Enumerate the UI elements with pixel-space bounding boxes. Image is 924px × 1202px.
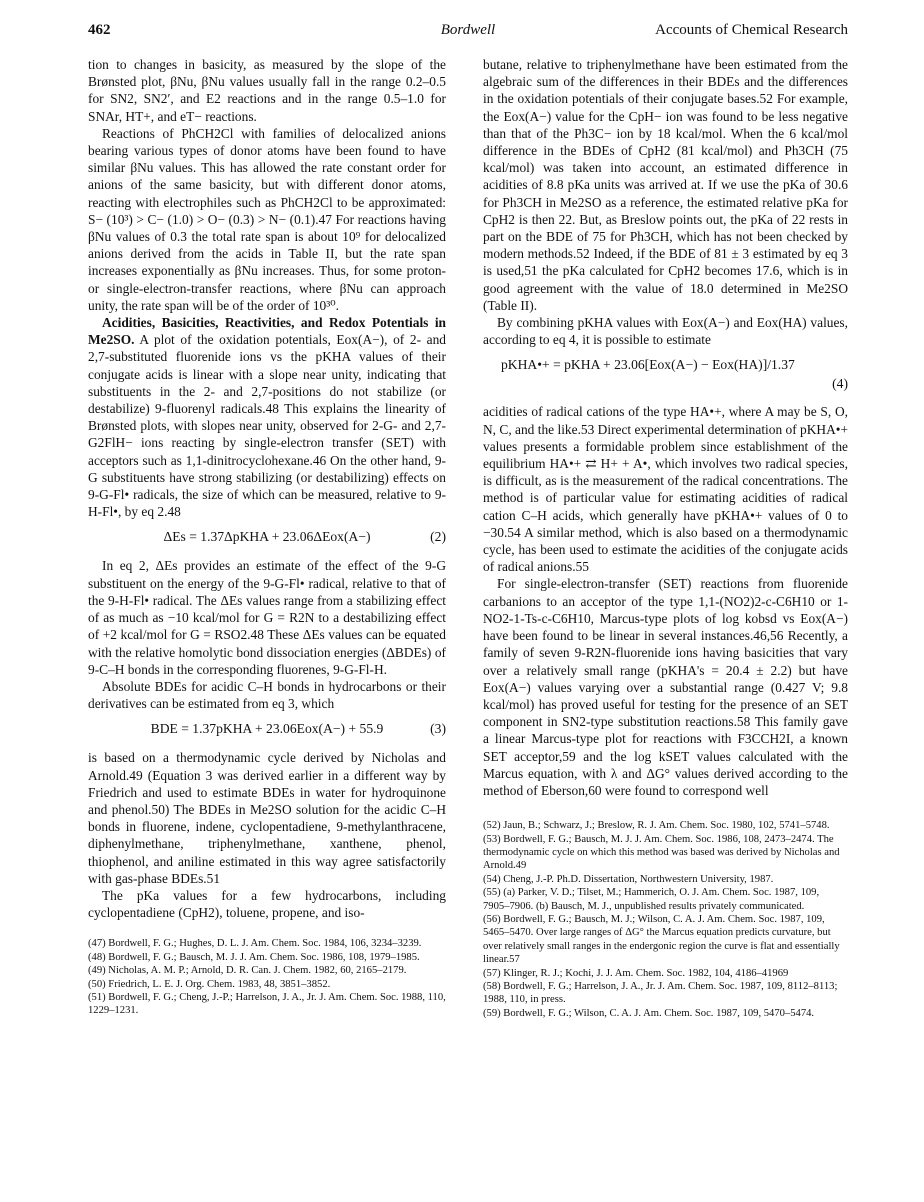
paragraph: The pKa values for a few hydrocarbons, including cyclopentadiene (CpH2), toluene, propene, and iso- [88,887,446,921]
equation-3 [88,720,446,740]
paragraph: Reactions of PhCH2Cl with families of delocalized anions bearing various types of donor atoms have been found to have similar βNu values. This has allowed the rate constant order for anions of the same basicity, but with different donor atoms, reacting with electrophiles such as PhCH2Cl to be approximated: S− (10³) > C− (1.0) > O− (0.3) > N− (0.1).47 For reactions having βNu values of 0.3 the total rate span is about 10⁹ for delocalized anions derived from the acids in Table II, but the rate span increases exponentially as βNu increases. Thus, for some proton- or single-electron-transfer reactions, where βNu can approach unity, the rate span will be of the order of 10³⁰. [88,125,446,313]
page-number: 462 [88,22,111,38]
paragraph: By combining pKHA values with Eox(A−) and Eox(HA) values, according to eq 4, it is possible to estimate [483,315,848,348]
paragraph: Absolute BDEs for acidic C–H bonds in hydrocarbons or their derivatives can be estimated from eq 3, which [88,678,446,712]
equation-number: (4) [832,376,848,392]
reference: (51) Bordwell, F. G.; Cheng, J.-P.; Harrelson, J. A., Jr. J. Am. Chem. Soc. 1988, 110, 1229–1231. [88,991,446,1017]
reference: (53) Bordwell, F. G.; Bausch, M. J. J. Am. Chem. Soc. 1986, 108, 2473–2474. The thermodynamic cycle on which this method was based was derived by Nicholas and Arnold.49 [483,833,840,872]
reference: (47) Bordwell, F. G.; Hughes, D. L. J. Am. Chem. Soc. 1984, 106, 3234–3239. [88,938,422,950]
equation-text: pKHA•+ = pKHA + 23.06[Eox(A−) − Eox(HA)]/1.37 [501,357,795,373]
page-header [88,22,848,44]
reference: (56) Bordwell, F. G.; Bausch, M. J.; Wilson, C. A. J. Am. Chem. Soc. 1987, 109, 5465–5470. Over large ranges of ΔG° the Marcus equation predicts curvature, but over relatively small ranges in the endergonic region the curve is flat and essentially linear.57 [483,913,840,966]
references-left [88,937,446,1017]
reference: (50) Friedrich, L. E. J. Org. Chem. 1983, 48, 3851–3852. [88,978,331,990]
reference: (59) Bordwell, F. G.; Wilson, C. A. J. Am. Chem. Soc. 1987, 109, 5470–5474. [483,1007,815,1019]
equation-2 [88,528,446,548]
equation-text: BDE = 1.37pKHA + 23.06Eox(A−) + 55.9 [150,721,384,737]
paragraph: is based on a thermodynamic cycle derived by Nicholas and Arnold.49 (Equation 3 was derived earlier in a different way by Friedrich and used to estimate BDEs in water for hydroquinone and phenol.50) The BDEs in Me2SO solution for the acidic C–H bonds in fluorene, indene, cyclopentadiene, 9-methylanthracene, diphenylmethane, triphenylmethane, xanthene, phenol, thiophenol, and aniline estimated in this way agree satisfactorily with gas-phase BDEs.51 [88,750,446,886]
paragraph-text: A plot of the oxidation potentials, Eox(A−), of 2- and 2,7-substituted fluorenide ions vs the pKHA values of their conjugate acids is linear with a slope near unity, indicating that substituents in the 2- and 2,7-positions do not stabilize (or destabilize) 9-fluorenyl radicals.48 This explains the linearity of Brønsted plots, with slopes near unity, observed for 2-G- and 2,7-G2FlH− ions reacting by single-electron transfer (SET) with acceptors such as 1,1-dinitrocyclohexane.46 On the other hand, 9-G substituents have strong stabilizing (or destabilizing) effects on 9-G-Fl• radicals, the size of which can be measured, relative to 9-H-Fl•, by eq 2.48 [88,332,446,520]
reference: (58) Bordwell, F. G.; Harrelson, J. A., Jr. J. Am. Chem. Soc. 1987, 109, 8112–8113; 1988, 110, in press. [483,981,838,1006]
reference: (49) Nicholas, A. M. P.; Arnold, D. R. Can. J. Chem. 1982, 60, 2165–2179. [88,965,407,977]
right-column [483,56,848,1020]
equation-4 [483,356,848,394]
paragraph: butane, relative to triphenylmethane have been estimated from the algebraic sum of the differences in their BDEs and the differences in the oxidation potentials of their conjugate bases.52 For example, the Eox(A−) value for the CpH− ion was found to be less negative than that of the Ph3C− ion by 18 kcal/mol. When the 6 kcal/mol difference in the BDEs of CpH2 (81 kcal/mol) and Ph3CH (75 kcal/mol) was taken into account, an estimated difference in acidities of 8.8 pKa units was arrived at. If we use the pKa of 30.6 for Ph3CH in Me2SO as a reference, the estimated relative pKa for CpH2 is then 22. But, as Breslow points out, the pKa of 22 rests in part on the BDE of 75 for Ph3CH, which has not been checked by modern methods.52 Indeed, if the BDE of 81 ± 3 estimated by eq 3 is used,51 the pKa calculated for CpH2 becomes 17.6, which is in good agreement with the value of 18.0 determined in Me2SO (Table II). [483,57,848,313]
equation-number: (3) [430,721,446,737]
references-right [483,819,848,1020]
paragraph: For single-electron-transfer (SET) reactions from fluorenide carbanions to an acceptor of the type 1,1-(NO2)2-c-C6H10 or 1-NO2-1-Ts-c-C6H10, Marcus-type plots of log kobsd vs Eox(A−) have been found to be linear in several instances.46,56 Recently, a family of seven 9-R2N-fluorenide ions having basicities that vary over a relatively small range (pKHA's = 20.4 ± 2.2) but have Eox(A−) values varying over a substantial range (0.427 V; 9.8 kcal/mol) has proved useful for testing for the presence of an SET component in SN2-type substitution reactions.58 This family gave a linear Marcus-type plot for reactions with F3CCH2I, a known SET acceptor,59 and the log kSET values calculated with the Marcus equation, with λ and ΔG° values derived according to the method of Eberson,60 were found to correspond well [483,576,848,798]
reference: (52) Jaun, B.; Schwarz, J.; Breslow, R. J. Am. Chem. Soc. 1980, 102, 5741–5748. [483,820,830,832]
paragraph: tion to changes in basicity, as measured by the slope of the Brønsted plot, βNu, βNu values usually fall in the range 0.2–0.5 for SN2, SN2′, and E2 reactions and in the range 0.5–1.0 for SNAr, HT+, and eT− reactions. [88,57,446,124]
reference: (57) Klinger, R. J.; Kochi, J. J. Am. Chem. Soc. 1982, 104, 4186–41969 [483,967,789,979]
journal-title: Accounts of Chemical Research [655,22,848,38]
running-author: Bordwell [440,22,496,38]
reference: (55) (a) Parker, V. D.; Tilset, M.; Hammerich, O. J. Am. Chem. Soc. 1987, 109, 7905–7906. (b) Bausch, M. J., unpublished results privately communicated. [483,887,820,912]
paragraph: In eq 2, ΔEs provides an estimate of the effect of the 9-G substituent on the energy of the 9-G-Fl• radical, relative to that of the 9-H-Fl• radical. The ΔEs values range from a stabilizing effect of as much as −10 kcal/mol for G = R2N to a destabilizing effect of +2 kcal/mol for G = RSO2.48 These ΔEs values can be equated with the relative homolytic bond dissociation energies (ΔBDEs) of 9-C–H bonds in the corresponding fluorenes, 9-G-Fl-H. [88,558,446,677]
equation-text: ΔEs = 1.37ΔpKHA + 23.06ΔEox(A−) [163,529,371,545]
section-paragraph [88,314,446,520]
paragraph: acidities of radical cations of the type HA•+, where A may be S, O, N, C, and the like.53 Direct experimental determination of pKHA•+ values presents a formidable problem since establishment of the equilibrium HA•+ ⇄ H+ + A•, which involves two radical species, is difficult, as is the measurement of the radical concentrations. The method is of particular value for estimating acidities of radical cation C–H acids, which generally have pKHA•+ values of 0 to −30.54 A similar method, which is also based on a thermodynamic cycle, has been used to estimate the acidities of the conjugate acids of radical anions.55 [483,404,848,575]
equation-number: (2) [430,529,446,545]
left-column [88,56,446,1018]
reference: (48) Bordwell, F. G.; Bausch, M. J. J. Am. Chem. Soc. 1986, 108, 1979–1985. [88,951,420,963]
reference: (54) Cheng, J.-P. Ph.D. Dissertation, Northwestern University, 1987. [483,873,774,885]
section-heading: Acidities, Basicities, Reactivities, and Redox Potentials in Me2SO. [88,315,446,348]
